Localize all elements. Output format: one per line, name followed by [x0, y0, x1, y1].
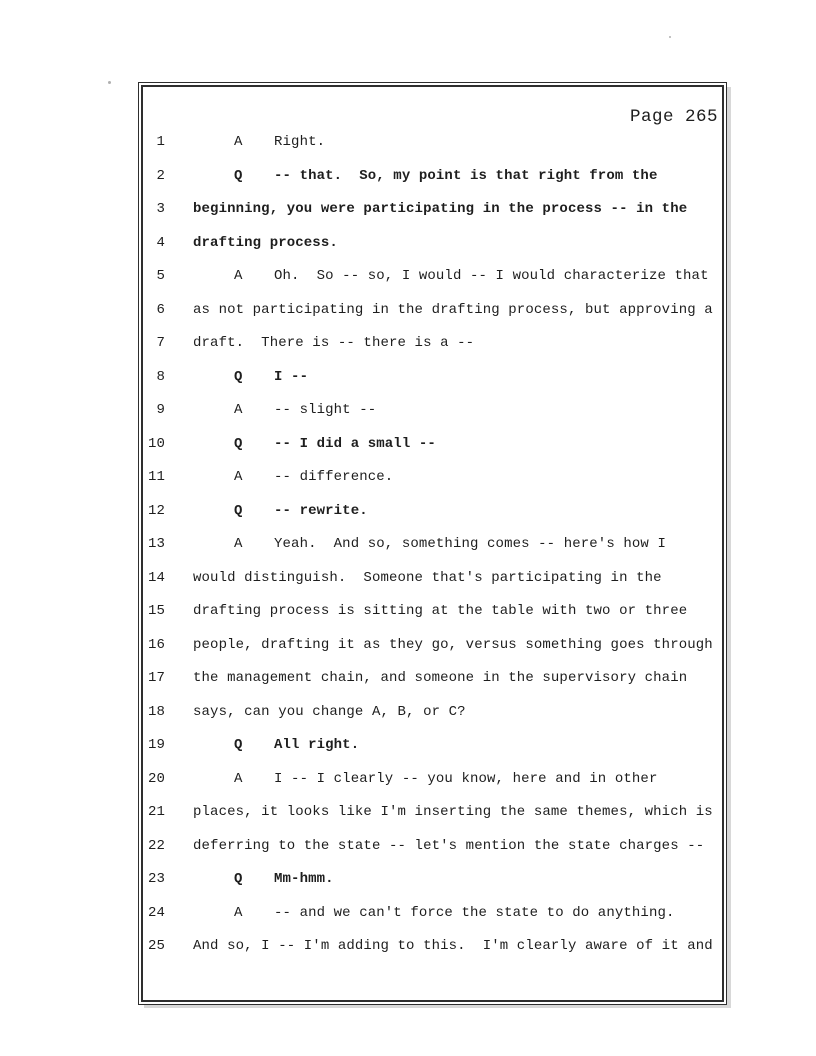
transcript-line: [143, 939, 722, 973]
transcript-line: [143, 772, 722, 806]
line-text: beginning, you were participating in the process -- in the: [193, 201, 688, 217]
scan-speck: [108, 81, 111, 84]
speaker-label: Q: [234, 737, 243, 753]
transcript-line: [143, 638, 722, 672]
transcript-line: [143, 504, 722, 538]
transcript-lines: [143, 135, 722, 973]
line-text: I --: [274, 368, 309, 385]
transcript-line: [143, 906, 722, 940]
line-number: 23: [147, 871, 165, 887]
transcript-sheet-border: [138, 82, 727, 1005]
line-text: would distinguish. Someone that's participating in the: [193, 569, 662, 586]
transcript-line: [143, 872, 722, 906]
line-content: [193, 705, 466, 720]
transcript-line: [143, 135, 722, 169]
line-content: [193, 202, 687, 217]
speaker-label: A: [234, 402, 243, 418]
line-content: [193, 537, 666, 552]
line-content: [193, 135, 325, 150]
line-content: [193, 939, 713, 954]
speaker-label: Q: [234, 502, 243, 519]
line-text: -- that. So, my point is that right from the: [274, 167, 658, 184]
line-text: -- slight --: [274, 402, 377, 418]
transcript-line: [143, 370, 722, 404]
line-text: Yeah. And so, something comes -- here's how I: [274, 536, 666, 552]
transcript-line: [143, 738, 722, 772]
transcript-line: [143, 437, 722, 471]
line-number: 10: [147, 435, 165, 452]
line-content: [193, 504, 368, 519]
transcript-line: [143, 269, 722, 303]
line-content: [193, 805, 713, 820]
line-content: [193, 839, 704, 854]
line-content: [193, 236, 338, 251]
line-text: -- difference.: [274, 469, 394, 485]
transcript-line: [143, 671, 722, 705]
line-text: -- rewrite.: [274, 502, 368, 519]
transcript-line: [143, 303, 722, 337]
line-number: 16: [147, 636, 165, 653]
line-content: [193, 604, 687, 619]
line-text: places, it looks like I'm inserting the same themes, which is: [193, 804, 713, 820]
transcript-line: [143, 202, 722, 236]
line-content: [193, 169, 657, 184]
line-text: And so, I -- I'm adding to this. I'm clearly aware of it and: [193, 938, 713, 954]
line-content: [193, 437, 436, 452]
line-text: Mm-hmm.: [274, 871, 334, 887]
line-text: draft. There is -- there is a --: [193, 335, 475, 351]
line-text: Right.: [274, 134, 326, 150]
transcript-line: [143, 571, 722, 605]
line-content: [193, 772, 657, 787]
line-content: [193, 269, 709, 284]
line-number: 5: [156, 268, 165, 284]
line-content: [193, 872, 334, 887]
line-text: I -- I clearly -- you know, here and in other: [274, 770, 658, 787]
line-text: deferring to the state -- let's mention the state charges --: [193, 837, 705, 854]
line-number: 6: [156, 301, 165, 318]
line-text: All right.: [274, 737, 360, 753]
transcript-line: [143, 537, 722, 571]
speaker-label: A: [234, 904, 243, 921]
line-number: 11: [147, 469, 165, 485]
line-number: 14: [147, 569, 165, 586]
line-text: drafting process is sitting at the table with two or three: [193, 603, 688, 619]
line-number: 12: [147, 502, 165, 519]
transcript-line: [143, 805, 722, 839]
transcript-line: [143, 169, 722, 203]
line-number: 2: [156, 167, 165, 184]
line-number: 7: [156, 335, 165, 351]
line-content: [193, 571, 662, 586]
line-number: 4: [156, 234, 165, 251]
line-number: 1: [156, 134, 165, 150]
speaker-label: A: [234, 469, 243, 485]
transcript-sheet: [141, 85, 724, 1002]
line-text: says, can you change A, B, or C?: [193, 703, 466, 720]
speaker-label: Q: [234, 368, 243, 385]
line-content: [193, 671, 687, 686]
line-content: [193, 638, 713, 653]
line-number: 25: [147, 938, 165, 954]
line-content: [193, 336, 474, 351]
line-text: -- and we can't force the state to do anything.: [274, 904, 675, 921]
line-number: 22: [147, 837, 165, 854]
line-text: drafting process.: [193, 234, 338, 251]
line-content: [193, 370, 308, 385]
line-content: [193, 738, 359, 753]
line-number: 24: [147, 904, 165, 921]
transcript-line: [143, 470, 722, 504]
scan-speck: [669, 36, 671, 38]
transcript-line: [143, 839, 722, 873]
line-number: 15: [147, 603, 165, 619]
line-content: [193, 303, 713, 318]
line-content: [193, 906, 675, 921]
line-content: [193, 470, 393, 485]
speaker-label: Q: [234, 167, 243, 184]
line-number: 17: [147, 670, 165, 686]
transcript-line: [143, 604, 722, 638]
line-number: 21: [147, 804, 165, 820]
speaker-label: A: [234, 770, 243, 787]
line-number: 20: [147, 770, 165, 787]
speaker-label: Q: [234, 435, 243, 452]
line-number: 18: [147, 703, 165, 720]
speaker-label: A: [234, 536, 243, 552]
page-number-label: Page 265: [629, 107, 718, 127]
transcript-line: [143, 336, 722, 370]
line-number: 13: [147, 536, 165, 552]
transcript-line: [143, 236, 722, 270]
line-text: the management chain, and someone in the supervisory chain: [193, 670, 688, 686]
line-number: 3: [156, 201, 165, 217]
line-number: 9: [156, 402, 165, 418]
speaker-label: A: [234, 134, 243, 150]
line-number: 19: [147, 737, 165, 753]
line-text: -- I did a small --: [274, 435, 436, 452]
line-text: people, drafting it as they go, versus something goes through: [193, 636, 713, 653]
line-text: Oh. So -- so, I would -- I would characterize that: [274, 268, 709, 284]
transcript-line: [143, 403, 722, 437]
transcript-line: [143, 705, 722, 739]
speaker-label: A: [234, 268, 243, 284]
line-text: as not participating in the drafting process, but approving a: [193, 301, 713, 318]
line-content: [193, 403, 376, 418]
line-number: 8: [156, 368, 165, 385]
speaker-label: Q: [234, 871, 243, 887]
